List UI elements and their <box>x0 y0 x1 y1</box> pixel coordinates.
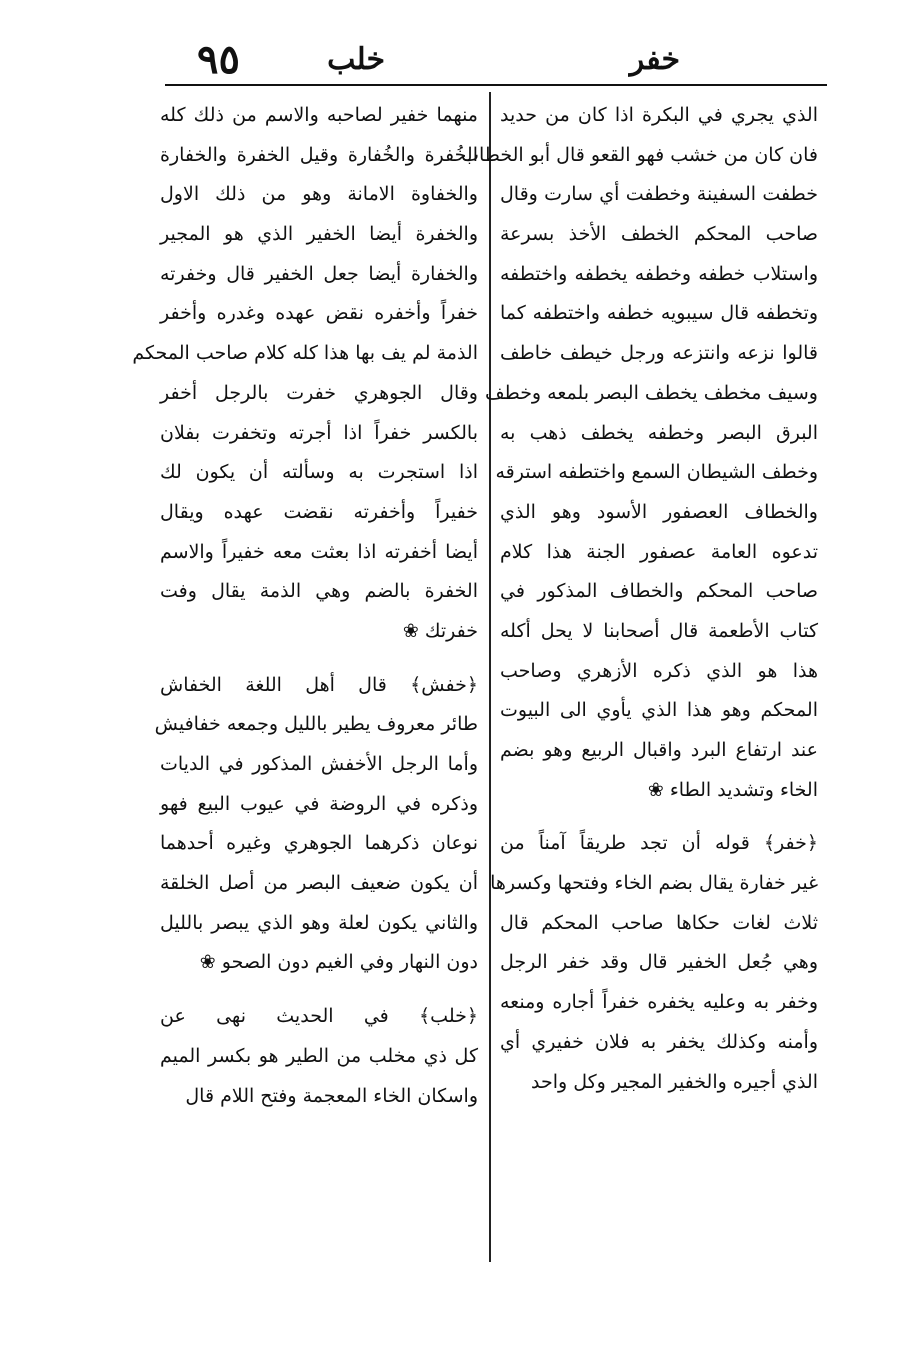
text-line: فان كان من خشب فهو القعو قال أبو الخطاب <box>461 143 818 166</box>
text-line: خفراً وأخفره نقض عهده وغدره وأخفر <box>160 302 478 325</box>
text-line: والخفاوة الامانة وهو من ذلك الاول <box>160 183 478 206</box>
text-line: وأما الرجل الأخفش المذكور في الديات <box>160 753 478 775</box>
text-line: والخفارة أيضا جعل الخفير قال وخفرته <box>160 262 478 285</box>
text-line: والخفرة أيضا الخفير الذي هو المجير <box>160 223 478 246</box>
text-line: كل ذي مخلب من الطير هو بكسر الميم <box>160 1044 478 1067</box>
text-line: قالوا نزعه وانتزعه ورجل خيطف خاطف <box>500 342 818 365</box>
text-line: وذكره في الروضة في عيوب البيع فهو <box>160 792 478 815</box>
text-line: ﴿خفر﴾ قوله أن تجد طريقاً آمناً من <box>500 832 818 855</box>
left-column <box>132 96 478 1116</box>
text-line: نوعان ذكرهما الجوهري وغيره أحدهما <box>160 832 478 855</box>
page-header <box>150 36 830 88</box>
header-keyword-center: خلب <box>327 42 385 77</box>
header-keyword-right: خفر <box>629 42 680 77</box>
text-line: بالكسر خفراً اذا أجرته وتخفرت بفلان <box>160 421 478 444</box>
text-line: واسكان الخاء المعجمة وفتح اللام قال <box>185 1084 478 1107</box>
text-line: أيضا أخفرته اذا بعثت معه خفيراً والاسم <box>160 540 478 563</box>
text-line: الخاء وتشديد الطاء ❀ <box>647 778 818 801</box>
text-line: الخُفرة والخُفارة وقيل الخفرة والخفارة <box>160 143 478 166</box>
text-line: وخطف الشيطان السمع واختطفه استرقه <box>495 461 818 484</box>
text-line: ثلاث لغات حكاها صاحب المحكم قال <box>500 911 818 934</box>
text-line: واستلاب خطفه وخطفه يخطفه واختطفه <box>500 262 818 285</box>
text-line: المحكم وهو هذا الذي يأوي الى البيوت <box>500 699 818 722</box>
text-line: وسيف مخطف يخطف البصر بلمعه وخطف <box>484 381 818 404</box>
text-line: ﴿خفش﴾ قال أهل اللغة الخفاش <box>160 673 478 696</box>
text-line: وخفر به وعليه يخفره خفراً أجاره ومنعه <box>500 991 818 1014</box>
text-line: كتاب الأطعمة قال أصحابنا لا يحل أكله <box>500 619 818 642</box>
text-line: منهما خفير لصاحبه والاسم من ذلك كله <box>160 104 478 126</box>
text-line: البرق البصر وخطفه يخطف ذهب به <box>500 421 818 444</box>
text-line: والثاني يكون لعلة وهو الذي يبصر بالليل <box>160 911 478 934</box>
text-line: والخطاف العصفور الأسود وهو الذي <box>500 500 818 523</box>
text-line: تدعوه العامة عصفور الجنة هذا كلام <box>500 540 818 563</box>
paragraph-gap <box>160 983 478 997</box>
text-line: دون النهار وفي الغيم دون الصحو ❀ <box>199 951 478 974</box>
text-line: صاحب المحكم والخطاف المذكور في <box>500 580 818 603</box>
text-line: وهي جُعل الخفير قال وقد خفر الرجل <box>500 951 818 974</box>
text-line: وقال الجوهري خفرت بالرجل أخفر <box>160 381 478 404</box>
paragraph-gap <box>500 810 818 824</box>
text-line: وتخطفه قال سيبويه خطفه واختطفه كما <box>500 302 818 325</box>
text-line: الذمة لم يف بها هذا كله كلام صاحب المحكم <box>132 342 478 365</box>
text-line: خطفت السفينة وخطفت أي سارت وقال <box>500 183 818 206</box>
text-line: الخفرة بالضم وهي الذمة يقال وفت <box>160 580 478 603</box>
text-line: أن يكون ضعيف البصر من أصل الخلقة <box>160 872 478 895</box>
column-divider <box>489 92 491 1262</box>
paragraph-gap <box>160 652 478 666</box>
text-line: اذا استجرت به وسألته أن يكون لك <box>160 461 478 484</box>
text-line: صاحب المحكم الخطف الأخذ بسرعة <box>500 223 818 246</box>
text-line: طائر معروف يطير بالليل وجمعه خفافيش <box>154 713 478 736</box>
text-line: الذي يجري في البكرة اذا كان من حديد <box>500 104 818 126</box>
text-line: وأمنه وكذلك يخفر به فلان خفيري أي <box>500 1030 818 1053</box>
text-line: هذا هو الذي ذكره الأزهري وصاحب <box>500 659 818 682</box>
text-line: عند ارتفاع البرد واقبال الربيع وهو بضم <box>500 739 818 761</box>
page-number: ٩٥ <box>197 36 240 83</box>
text-line: الذي أجيره والخفير المجير وكل واحد <box>531 1070 818 1093</box>
text-line: ﴿خلب﴾ في الحديث نهى عن <box>160 1005 478 1028</box>
header-rule <box>165 84 827 86</box>
text-line: خفرتك ❀ <box>402 619 478 642</box>
right-column <box>461 96 818 1102</box>
text-line: خفيراً وأخفرته نقضت عهده ويقال <box>160 500 478 523</box>
text-line: غير خفارة يقال بضم الخاء وفتحها وكسرها <box>490 872 818 895</box>
